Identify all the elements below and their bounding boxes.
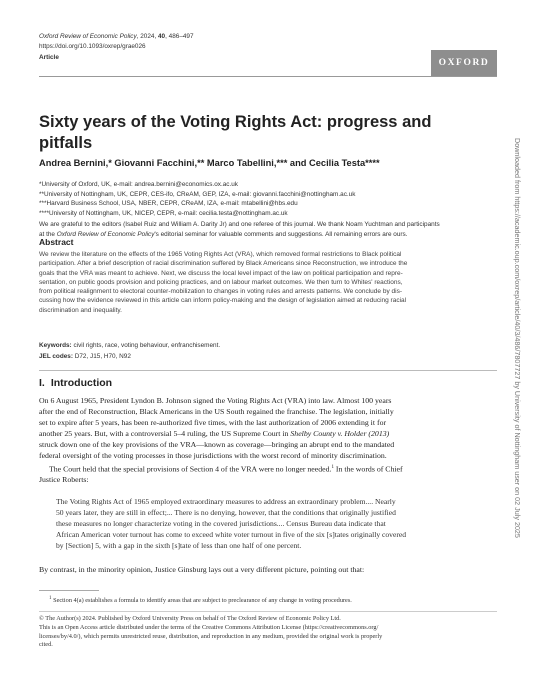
body-line-text: another 25 years. But, with a controversial 5–4 ruling, the US Supreme Court in [39,429,291,439]
quote-line: these measures no longer characterize voting in the covered jurisdictions.... Census Bureau data indicate that [56,519,386,528]
body-line [39,462,498,475]
acknowledgements [39,220,496,239]
quote-line: The Voting Rights Act of 1965 employed extraordinary measures to address an extraordinary problem.... Nearly [56,497,396,506]
author-list: Andrea Bernini,* Giovanni Facchini,** Marco Tabellini,*** and Cecilia Testa**** [39,158,380,168]
copyright-line: licenses/by/4.0/), which permits unrestricted reuse, distribution, and reproduction in any medium, provided the original work is properly [39,632,383,640]
journal-year: , 2024, [136,33,158,40]
copyright-line: cited. [39,641,53,649]
abstract-divider [39,370,497,371]
logo-text: OXFORD [438,58,490,68]
affiliation-3: ***Harvard Business School, USA, NBER, CEPR, CReAM, IZA, e-mail: mtabellini@hbs.edu [39,200,298,207]
journal-name: Oxford Review of Economic Policy [39,33,137,40]
body-line: Justice Roberts: [39,475,89,485]
intro-paragraph [39,395,498,485]
abstract-line: We review the literature on the effects of the 1965 Voting Rights Act (VRA), which removed formal restrictions to Black political [39,251,402,258]
abstract-line: participation. After a brief description of racial discrimination suffered by Black Americans since Reconstruction, we introduce the [39,260,408,268]
body-line: federal oversight of the voting processes in those jurisdictions with the worst record of minority discrimination. [39,451,387,461]
jel-label: JEL codes: [39,353,73,360]
affiliations [39,180,355,218]
download-watermark: Downloaded from https://academic.oup.com/oxrep/article/40/3/486/7807727 by University of Nottingham user on 02 July 2025 [513,138,522,538]
paper-title: Sixty years of the Voting Rights Act: progress and pitfalls [39,113,432,152]
journal-pages: , 486–497 [165,33,194,40]
case-name: Shelby County v. Holder (2013) [290,429,390,439]
journal-volume: 40 [158,33,166,40]
body-line: On 6 August 1965, President Lyndon B. Johnson signed the Voting Rights Act (VRA) into law. Almost 100 years [39,396,392,405]
abstract-line: cussing how the evidence reviewed in this article can inform policy-making and the design of legislation aimed at reducing racial [39,297,407,305]
quote-line: African American voter turnout has come to exceed white voter turnout in five of the six [s]tates originally covered [56,530,407,539]
body-line: struck down one of the key provisions of the VRA—known as coverage—bringing an abrupt end to the mandated [39,440,395,450]
ack-line-2 [39,230,496,240]
jel-text: D72, J15, H70, N92 [72,353,131,360]
ack-prefix: at the [39,230,57,238]
court-line-tail: In the words of Chief [333,464,403,474]
footnote-text: Section 4(a) establishes a formula to identify areas that are subject to preclearance of any change in voting procedures. [51,597,352,605]
section-title: Introduction [50,377,113,389]
copyright-line: © The Author(s) 2024. Published by Oxford University Press on behalf of The Oxford Review of Economic Policy Ltd. [39,615,341,622]
contrast-line: By contrast, in the minority opinion, Justice Ginsburg lays out a very different picture, pointing out that: [39,565,365,574]
affiliation-4: ****University of Nottingham, UK, NICEP, CEPR, e-mail: cecilia.testa@nottingham.ac.uk [39,209,288,217]
footnote [49,596,352,604]
body-line: set to expire after 5 years, has been re-authorized five times, with the last authorization of 2006 extending it for [39,418,387,428]
abstract-line: goals that the VRA was meant to achieve. Next, we discuss the local level impact of the law on political participation and repre- [39,269,403,277]
copyright-notice [39,615,497,650]
article-type: Article [39,54,59,61]
body-line: after the end of Reconstruction, Black Americans in the US South regained the franchise. The legislation, initially [39,407,394,417]
footnote-ref[interactable]: 1 [331,464,334,470]
section-heading [39,377,112,389]
affiliation-1: *University of Oxford, UK, e-mail: andrea.bernini@economics.ox.ac.uk [39,181,238,188]
footnote-number: 1 [49,596,52,601]
abstract-line: from political realignment to electoral counter-mobilization to changes in voting rules and arrests patterns. We conclude by dis- [39,288,402,296]
section-number: I. [39,377,45,389]
keywords-label: Keywords: [39,342,72,349]
keywords-text: civil rights, race, voting behaviour, enfranchisement. [71,342,221,349]
body-line [39,428,498,439]
ack-line-1: We are grateful to the editors (Isabel Ruiz and William A. Darity Jr) and one referee of this journal. We thank Noam Yuchtman and participants [39,221,440,228]
abstract-line: discrimination and inequality. [39,306,122,314]
quote-line: 50 years later, they are still in effect;... There is no denying, however, that the conditions that originally justified [56,508,396,517]
block-quote [56,496,492,551]
ack-suffix: 's editorial seminar for valuable comments and suggestions. All remaining errors are ours. [154,230,408,238]
doi-link[interactable]: https://doi.org/10.1093/oxrep/grae026 [39,43,146,50]
header-divider [39,76,497,77]
journal-citation [39,33,194,40]
affiliation-2: **University of Nottingham, UK, CEPR, CES-ifo, CReAM, GEP, IZA, e-mail: giovanni.facchini@nottingham.ac.uk [39,190,356,198]
copyright-divider [39,611,497,612]
jel-codes [39,353,131,360]
court-line: The Court held that the special provisions of Section 4 of the VRA were no longer needed. [49,464,332,474]
oxford-logo [431,50,497,76]
abstract-body [39,250,499,315]
ack-journal: Oxford Review of Economic Policy [56,230,155,238]
keywords [39,342,220,349]
copyright-line: This is an Open Access article distributed under the terms of the Creative Commons Attribution License (https://creativecommons.org/ [39,623,379,631]
footnote-divider [39,590,99,591]
quote-line: by [Section] 5, with a gap in the sixth [s]tate of less than one half of one percent. [56,541,302,550]
abstract-line: sentation, on public goods provision and policing practices, and on labour market outcomes. We then turn to Whites' reactions, [39,278,403,286]
abstract-heading: Abstract [39,237,74,247]
